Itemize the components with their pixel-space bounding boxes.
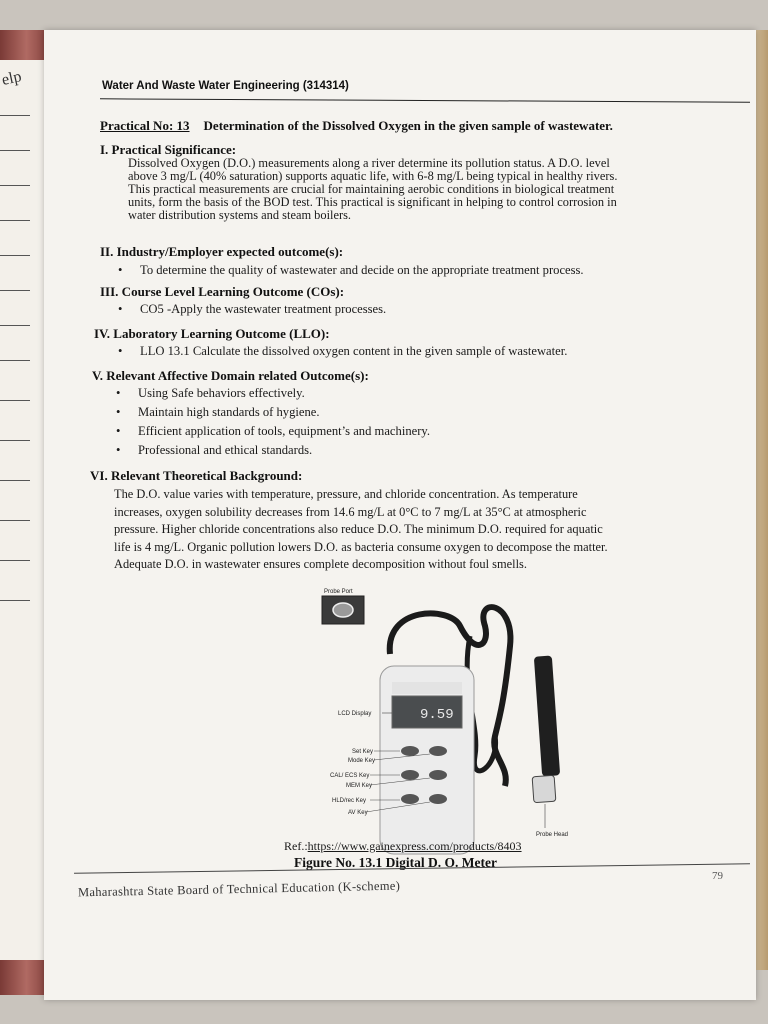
label-mem-key: MEM Key xyxy=(346,783,373,789)
section-heading-course-outcome: III. Course Level Learning Outcome (COs): xyxy=(100,284,345,299)
theory-paragraph xyxy=(114,486,710,574)
header-rule xyxy=(100,98,750,102)
reference-link[interactable]: https://www.gainexpress.com/products/8403 xyxy=(307,839,522,853)
label-mode-key: Mode Key xyxy=(348,758,376,764)
av-key xyxy=(429,794,447,804)
footer-text: Maharashtra State Board of Technical Education (K-scheme) xyxy=(77,878,401,900)
lcd-reading: 9.59 xyxy=(420,707,454,723)
paragraph-line: Dissolved Oxygen (D.O.) measurements along a river determine its pollution status. A D.O. level xyxy=(128,156,610,170)
previous-page-edge xyxy=(0,60,45,960)
figure-caption: Figure No. 13.1 Digital D. O. Meter xyxy=(294,855,497,870)
document-header: Water And Waste Water Engineering (314314) xyxy=(102,80,349,92)
list-item: • CO5 -Apply the wastewater treatment processes. xyxy=(118,302,387,316)
paragraph-line: units, form the basis of the BOD test. This practical is significant in helping to control corrosion in xyxy=(128,195,617,209)
mem-key xyxy=(429,770,447,780)
section-heading-lab-outcome: IV. Laboratory Learning Outcome (LLO): xyxy=(94,326,330,341)
reference-line: Ref.:https://www.gainexpress.com/products/8403 xyxy=(284,839,522,853)
section-heading-industry-outcome: II. Industry/Employer expected outcome(s): xyxy=(100,244,344,259)
list-item: • Using Safe behaviors effectively. xyxy=(116,386,305,400)
paragraph-line: This practical measurements are crucial for maintaining aerobic conditions in biological treatment xyxy=(128,182,615,196)
paragraph-line: Adequate D.O. in wastewater ensures complete decomposition without foul smells. xyxy=(114,557,527,571)
paragraph-line: above 3 mg/L (40% saturation) supports aquatic life, with 6-8 mg/L being typical in healthy rivers. xyxy=(128,169,618,183)
probe-head xyxy=(532,775,556,802)
list-item: • To determine the quality of wastewater and decide on the appropriate treatment process. xyxy=(118,263,584,277)
mode-key xyxy=(429,746,447,756)
handwritten-mark: elp xyxy=(0,68,23,89)
list-item: • Efficient application of tools, equipment’s and machinery. xyxy=(116,424,431,438)
label-cal-key: CAL/ ECS Key xyxy=(330,773,370,779)
label-hld-key: HLD/rec Key xyxy=(332,798,367,804)
section-heading-affective-outcome: V. Relevant Affective Domain related Outcome(s): xyxy=(92,368,369,383)
label-set-key: Set Key xyxy=(352,749,374,755)
paragraph-line: water distribution systems and steam boilers. xyxy=(128,208,351,222)
cal-key xyxy=(401,770,419,780)
paragraph-line: The D.O. value varies with temperature, pressure, and chloride concentration. As temperature xyxy=(114,487,578,501)
probe-body xyxy=(534,656,560,777)
hld-key xyxy=(401,794,419,804)
list-item: • LLO 13.1 Calculate the dissolved oxygen content in the given sample of wastewater. xyxy=(118,344,568,358)
paragraph-line: pressure. Higher chloride concentrations also reduce D.O. The minimum D.O. required for aquatic xyxy=(114,522,603,536)
list-item: • Professional and ethical standards. xyxy=(116,443,313,457)
paragraph-line: increases, oxygen solubility decreases from 14.6 mg/L at 0°C to 7 mg/L at 35°C at atmospheric xyxy=(114,504,587,519)
label-av-key: AV Key xyxy=(348,810,368,816)
practical-title-row xyxy=(100,118,613,134)
document-page xyxy=(44,30,756,1000)
do-meter-figure xyxy=(270,586,570,862)
meter-body xyxy=(380,666,474,854)
section-heading-significance: I. Practical Significance: xyxy=(100,142,237,157)
page-number: 79 xyxy=(712,870,723,882)
label-probe-head: Probe Head xyxy=(536,832,569,838)
list-item: • Maintain high standards of hygiene. xyxy=(116,405,320,419)
section-heading-theory: VI. Relevant Theoretical Background: xyxy=(90,468,303,483)
practical-title: Determination of the Dissolved Oxygen in the given sample of wastewater. xyxy=(203,118,613,133)
practical-number: Practical No: 13 xyxy=(100,118,190,133)
label-lcd-display: LCD Display xyxy=(338,711,372,717)
paragraph-line: life is 4 mg/L. Organic pollution lowers D.O. as bacteria consume oxygen to decompose the matter. xyxy=(114,539,608,554)
set-key xyxy=(401,746,419,756)
label-probe-port: Probe Port xyxy=(324,589,353,595)
significance-paragraph xyxy=(128,157,740,222)
